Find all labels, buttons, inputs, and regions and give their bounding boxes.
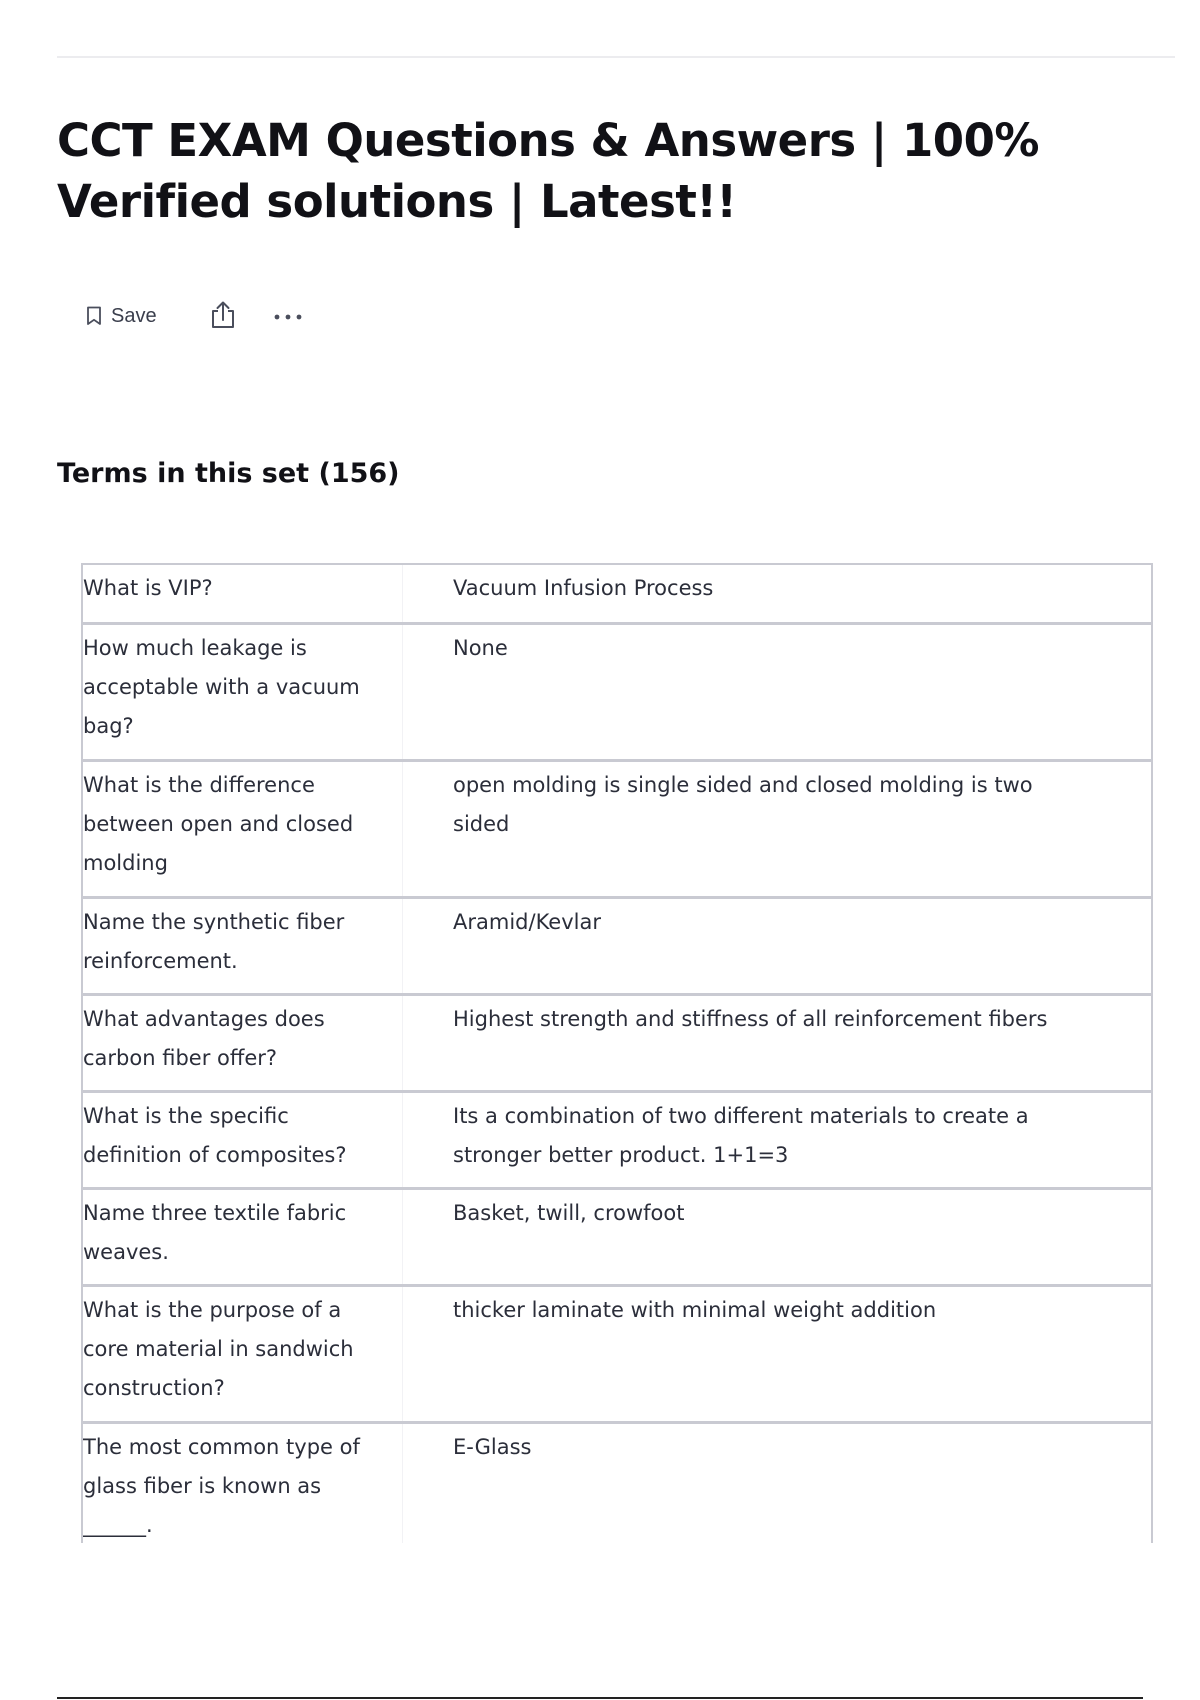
definition-cell: Highest strength and stiffness of all reinforcement fibers — [453, 1007, 1048, 1031]
definition-cell: Basket, twill, crowfoot — [453, 1201, 685, 1225]
table-row — [83, 899, 1151, 996]
term-cell: What is VIP? — [83, 565, 403, 622]
term-cell: What is the specific definition of composites? — [83, 1093, 403, 1187]
table-row — [83, 1287, 1151, 1424]
action-toolbar — [86, 298, 303, 334]
bottom-divider — [57, 1697, 1143, 1699]
table-row — [83, 996, 1151, 1093]
term-cell: What is the difference between open and closed molding — [83, 762, 403, 896]
more-options-button[interactable] — [273, 309, 303, 324]
term-cell: Name three textile fabric weaves. — [83, 1190, 403, 1284]
table-row — [83, 565, 1151, 625]
definition-cell: E-Glass — [453, 1435, 532, 1459]
terms-heading: Terms in this set (156) — [57, 458, 400, 489]
definition-cell: Aramid/Kevlar — [453, 910, 601, 934]
definition-cell: Its a combination of two different materials to create a stronger better product. 1+1=3 — [453, 1104, 1029, 1167]
save-label: Save — [111, 304, 157, 327]
term-cell: What advantages does carbon fiber offer? — [83, 996, 403, 1090]
more-icon — [273, 309, 303, 324]
page-title: CCT EXAM Questions & Answers | 100% Verified solutions | Latest!! — [57, 114, 1039, 228]
bookmark-icon — [86, 306, 102, 326]
definition-cell: thicker laminate with minimal weight addition — [453, 1298, 937, 1322]
share-icon — [209, 300, 237, 333]
table-row — [83, 762, 1151, 899]
term-cell: The most common type of glass fiber is known as ______. — [83, 1424, 403, 1543]
table-row — [83, 625, 1151, 762]
definition-cell: Vacuum Infusion Process — [453, 576, 714, 600]
save-button[interactable] — [86, 305, 157, 328]
table-row — [83, 1093, 1151, 1190]
definition-cell: None — [453, 636, 508, 660]
term-cell: Name the synthetic fiber reinforcement. — [83, 899, 403, 993]
terms-table — [81, 563, 1153, 1543]
term-cell: How much leakage is acceptable with a vacuum bag? — [83, 625, 403, 759]
table-row — [83, 1190, 1151, 1287]
share-button[interactable] — [209, 300, 237, 333]
table-row — [83, 1424, 1151, 1543]
definition-cell: open molding is single sided and closed molding is two sided — [453, 773, 1033, 836]
top-divider — [57, 56, 1175, 58]
term-cell: What is the purpose of a core material in sandwich construction? — [83, 1287, 403, 1421]
